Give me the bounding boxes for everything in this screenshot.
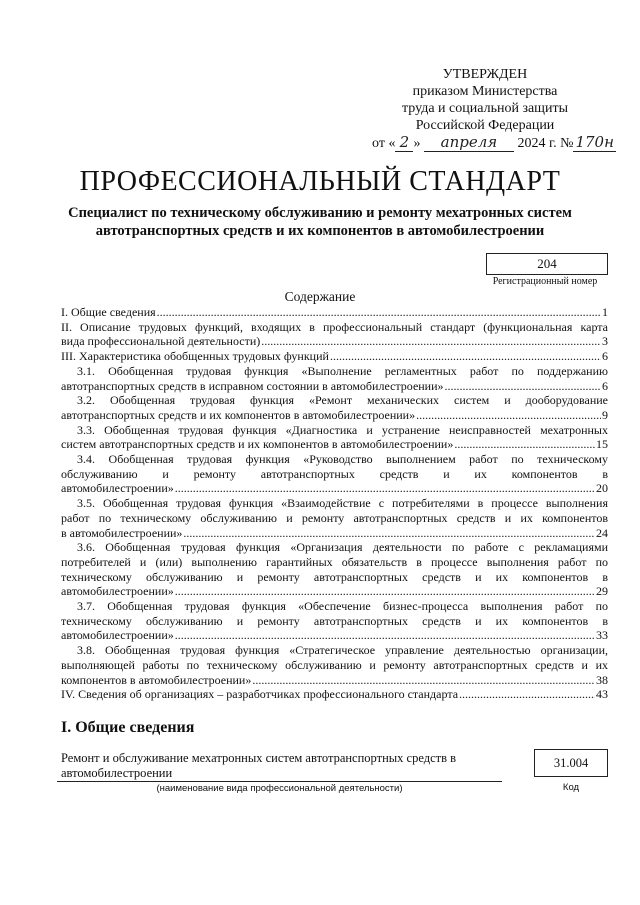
- toc-entry[interactable]: 3.7. Обобщенная трудовая функция «Обеспечение бизнес-процесса выполнения работ по техническому обслуживанию и ремонту автотранспортных средств и их компонентов в автомобилестроении» ..... 33: [61, 599, 608, 643]
- toc-title: Содержание: [284, 289, 356, 304]
- handwritten-order-number: 170н: [575, 133, 614, 151]
- toc-entry[interactable]: 3.3. Обобщенная трудовая функция «Диагностика и устранение неисправностей мехатронных систем автотранспортных средств и их компонентов в автомобилестроении» ..... 15: [61, 423, 608, 452]
- underline-divider: [57, 781, 502, 782]
- section-heading: I. Общие сведения: [61, 719, 195, 736]
- approval-block: [360, 66, 614, 152]
- toc-entry[interactable]: 3.5. Обобщенная трудовая функция «Взаимодействие с потребителями в процессе выполнения работ по техническому обслуживанию и ремонту автотранспортных средств и их компонентов в автомобилестроении» ..... 24: [61, 496, 608, 540]
- toc-entry[interactable]: 3.6. Обобщенная трудовая функция «Организация деятельности по работе с рекламациями потребителей и (или) выполнению гарантийных обязательств в процессе выполнения работ по техническому обслуживанию и ремонту автотранспортных средств и их компонентов в автомобилестроении» ..... 29: [61, 540, 608, 599]
- registration-number-label: Регистрационный номер: [492, 276, 598, 287]
- toc-entry[interactable]: 3.1. Обобщенная трудовая функция «Выполнение регламентных работ по поддержанию автотранспортных средств в исправном состоянии в автомобилестроении» ..... 6: [61, 364, 608, 393]
- approval-date-line: от « 2 » апреля 2024 г. № 170н: [372, 133, 614, 151]
- document-title: ПРОФЕССИОНАЛЬНЫЙ СТАНДАРТ: [79, 166, 561, 197]
- handwritten-day: 2: [395, 134, 413, 152]
- registration-number-box: 204: [486, 253, 608, 275]
- toc-entry[interactable]: 3.4. Обобщенная трудовая функция «Руководство выполнением работ по техническому обслуживанию и ремонту автотранспортных средств и их компонентов в автомобилестроении» ..... 20: [61, 452, 608, 496]
- handwritten-month: апреля: [424, 134, 514, 152]
- toc-entry[interactable]: 3.8. Обобщенная трудовая функция «Стратегическое управление деятельностью организации, выполняющей работы по техническому обслуживанию и ремонту автотранспортных средств и их компонентов в автомобилестроении» ..... 38: [61, 643, 608, 687]
- activity-code-box: 31.004: [534, 749, 608, 777]
- toc-entry[interactable]: IV. Сведения об организациях – разработчиках профессионального стандарта ..... 43: [61, 687, 608, 702]
- activity-type-caption: (наименование вида профессиональной деятельности): [156, 783, 403, 794]
- approval-line: Российской Федерации: [415, 118, 555, 133]
- document-subtitle: Специалист по техническому обслуживанию и ремонту мехатронных систем автотранспортных средств и их компонентов в автомобилестроении: [68, 205, 572, 239]
- activity-code-caption: Код: [562, 782, 580, 793]
- toc-entry[interactable]: 3.2. Обобщенная трудовая функция «Ремонт механических систем и дооборудование автотранспортных средств и их компонентов в автомобилестроении» ..... 9: [61, 393, 608, 422]
- approval-line: приказом Министерства: [412, 84, 558, 99]
- activity-type-name: Ремонт и обслуживание мехатронных систем автотранспортных средств в автомобилестроении: [61, 751, 457, 780]
- toc-entry[interactable]: I. Общие сведения ..... 1: [61, 305, 608, 320]
- approval-heading: УТВЕРЖДЕН: [442, 67, 528, 82]
- toc-entry[interactable]: III. Характеристика обобщенных трудовых функций ..... 6: [61, 349, 608, 364]
- toc-entry[interactable]: II. Описание трудовых функций, входящих в профессиональный стандарт (функциональная карта вида профессиональной деятельности) ..... 3: [61, 320, 608, 349]
- table-of-contents: [61, 305, 608, 702]
- approval-line: труда и социальной защиты: [402, 101, 568, 116]
